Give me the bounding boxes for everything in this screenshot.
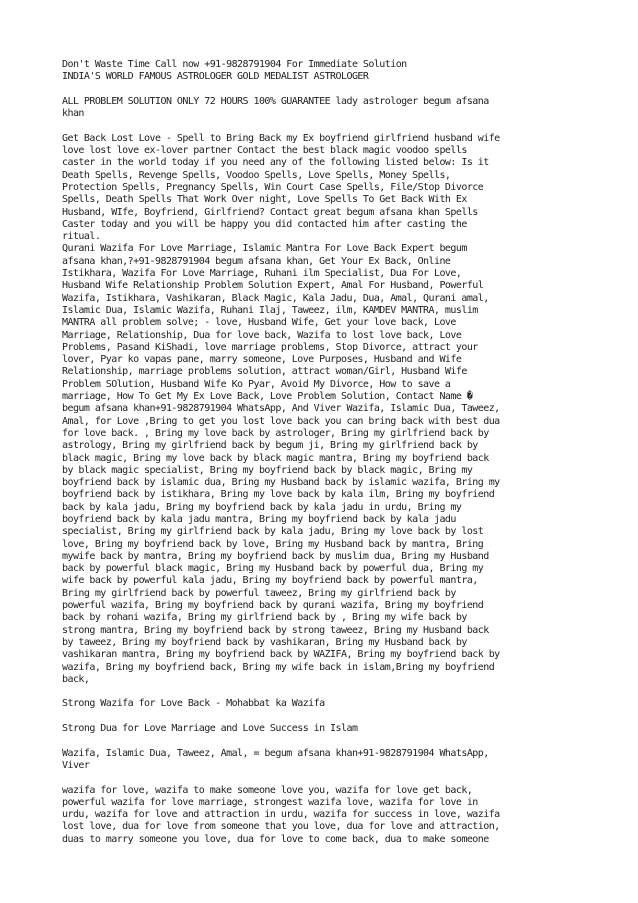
text-line: Don't Waste Time Call now +91-9828791904 For Immediate Solution — [62, 59, 407, 70]
text-line: Get Back Lost Love - Spell to Bring Back my Ex boyfriend girlfriend husband wife — [62, 132, 500, 144]
text-line: Problem SOlution, Husband Wife Ko Pyar, Avoid My Divorce, How to save a — [62, 378, 451, 390]
text-line: ALL PROBLEM SOLUTION ONLY 72 HOURS 100% GUARANTEE lady astrologer begum afsana — [62, 95, 489, 107]
text-line: Relationship, marriage problems solution, attract woman/Girl, Husband Wife — [62, 366, 467, 378]
text-line: by black magic specialist, Bring my boyfriend back by black magic, Bring my — [62, 464, 473, 476]
text-line: by taweez, Bring my boyfriend back by vashikaran, Bring my Husband back by — [62, 636, 467, 648]
text-line: back, — [62, 673, 90, 685]
text-line: back by rohani wazifa, Bring my girlfriend back by , Bring my wife back by — [62, 612, 467, 624]
text-line: boyfriend back by istikhara, Bring my love back by kala ilm, Bring my boyfriend — [62, 489, 495, 501]
text-line: Strong Wazifa for Love Back - Mohabbat ka Wazifa — [62, 698, 325, 710]
text-line: Istikhara, Wazifa For Love Marriage, Ruhani ilm Specialist, Dua For Love, — [62, 268, 462, 280]
text-line: Islamic Dua, Islamic Wazifa, Ruhani Ilaj, Taweez, ilm, KAMDEV MANTRA, muslim — [62, 304, 478, 316]
text-line: INDIA'S WORLD FAMOUS ASTROLOGER GOLD MEDALIST ASTROLOGER — [62, 71, 369, 83]
text-line: lover, Pyar ko vapas pane, marry someone, Love Purposes, Husband and Wife — [62, 354, 462, 366]
text-line: Spells, Death Spells That Work Over night, Love Spells To Get Back With Ex — [62, 194, 467, 206]
text-line: lost love, dua for love from someone that you love, dua for love and attraction, — [62, 821, 500, 833]
text-line: Husband, WIfe, Boyfriend, Girlfriend? Contact great begum afsana khan Spells — [62, 206, 478, 218]
paragraph — [62, 748, 614, 773]
paragraph — [62, 698, 614, 710]
text-line: back by powerful black magic, Bring my Husband back by powerful dua, Bring my — [62, 563, 484, 575]
text-line: love, Bring my boyfriend back by love, Bring my Husband back by mantra, Bring — [62, 538, 484, 550]
text-line: caster in the world today if you need any of the following listed below: Is it — [62, 157, 489, 169]
paragraph — [62, 133, 614, 686]
text-line: Wazifa, Islamic Dua, Taweez, Amal, = begum afsana khan+91-9828791904 WhatsApp, — [62, 747, 489, 759]
paragraph — [62, 59, 614, 84]
text-line: ritual. — [62, 231, 101, 243]
text-line: strong mantra, Bring my boyfriend back by strong taweez, Bring my Husband back — [62, 624, 489, 636]
text-line: love lost love ex-lover partner Contact the best black magic voodoo spells — [62, 145, 467, 157]
text-line: wazifa for love, wazifa to make someone love you, wazifa for love get back, — [62, 784, 473, 796]
document-body — [62, 59, 614, 858]
text-line: Husband Wife Relationship Problem Solution Expert, Amal For Husband, Powerful — [62, 280, 484, 292]
text-line: begum afsana khan+91-9828791904 WhatsApp, And Viver Wazifa, Islamic Dua, Taweez, — [62, 403, 500, 415]
text-line: Wazifa, Istikhara, Vashikaran, Black Magic, Kala Jadu, Dua, Amal, Qurani amal, — [62, 292, 489, 304]
text-line: powerful wazifa for love marriage, strongest wazifa love, wazifa for love in — [62, 796, 478, 808]
text-line: boyfriend back by islamic dua, Bring my Husband back by islamic wazifa, Bring my — [62, 477, 500, 489]
text-line: specialist, Bring my girlfriend back by kala jadu, Bring my love back by lost — [62, 526, 484, 538]
text-line: powerful wazifa, Bring my boyfriend back by qurani wazifa, Bring my boyfriend — [62, 600, 484, 612]
text-line: Problems, Pasand KiShadi, love marriage problems, Stop Divorce, attract your — [62, 341, 478, 353]
text-line: mywife back by mantra, Bring my boyfriend back by muslim dua, Bring my Husband — [62, 550, 489, 562]
text-line: Death Spells, Revenge Spells, Voodoo Spells, Love Spells, Money Spells, — [62, 169, 451, 181]
text-line: wife back by powerful kala jadu, Bring my boyfriend back by powerful mantra, — [62, 575, 478, 587]
text-line: duas to marry someone you love, dua for love to come back, dua to make someone — [62, 833, 489, 845]
text-line: Strong Dua for Love Marriage and Love Success in Islam — [62, 723, 358, 735]
text-line: Bring my girlfriend back by powerful taweez, Bring my girlfriend back by — [62, 587, 456, 599]
paragraph — [62, 96, 614, 121]
text-line: marriage, How To Get My Ex Love Back, Love Problem Solution, Contact Name � — [62, 391, 473, 403]
paragraph — [62, 785, 614, 846]
text-line: Viver — [62, 759, 90, 771]
text-line: astrology, Bring my girlfriend back by begum ji, Bring my girlfriend back by — [62, 440, 478, 452]
text-line: vashikaran mantra, Bring my boyfriend back by WAZIFA, Bring my boyfriend back by — [62, 649, 500, 661]
text-line: Caster today and you will be happy you did contacted him after casting the — [62, 218, 467, 230]
text-line: MANTRA all problem solve; - love, Husband Wife, Get your love back, Love — [62, 317, 456, 329]
text-line: afsana khan,?+91-9828791904 begum afsana khan, Get Your Ex Back, Online — [62, 255, 451, 267]
text-line: Protection Spells, Pregnancy Spells, Win Court Case Spells, File/Stop Divorce — [62, 181, 484, 193]
text-line: khan — [62, 108, 84, 120]
text-line: urdu, wazifa for love and attraction in urdu, wazifa for success in love, wazifa — [62, 809, 500, 821]
text-line: boyfriend back by kala jadu mantra, Bring my boyfriend back by kala jadu — [62, 513, 456, 525]
text-line: wazifa, Bring my boyfriend back, Bring my wife back in islam,Bring my boyfriend — [62, 661, 495, 673]
text-line: Marriage, Relationship, Dua for love back, Wazifa to lost love back, Love — [62, 329, 462, 341]
text-line: Qurani Wazifa For Love Marriage, Islamic Mantra For Love Back Expert begum — [62, 243, 467, 255]
paragraph — [62, 723, 614, 735]
text-line: Amal, for Love ,Bring to get you lost love back you can bring back with best dua — [62, 415, 500, 427]
text-line: for love back. , Bring my love back by astrologer, Bring my girlfriend back by — [62, 427, 489, 439]
text-line: back by kala jadu, Bring my boyfriend back by kala jadu in urdu, Bring my — [62, 501, 462, 513]
text-line: black magic, Bring my love back by black magic mantra, Bring my boyfriend back — [62, 452, 489, 464]
